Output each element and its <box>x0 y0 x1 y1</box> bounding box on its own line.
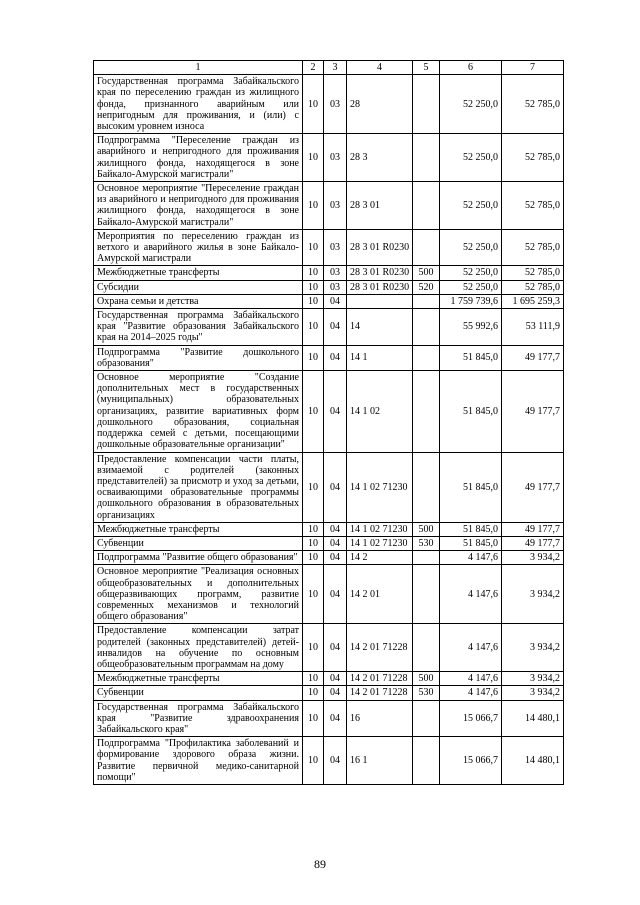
amount-col-7: 52 785,0 <box>502 182 564 230</box>
section-code: 10 <box>303 294 324 308</box>
expense-type-code: 520 <box>413 280 440 294</box>
amount-col-6: 51 845,0 <box>440 536 502 550</box>
subsection-code: 04 <box>324 536 347 550</box>
row-description: Основное мероприятие "Создание дополнительных мест в государственных (муниципальных) образовательных организациях, развитие вариативных форм дошкольного образования, социальная поддержка семей с детьми, посещающими дошкольные образовательные организации" <box>94 371 303 452</box>
target-article-code: 28 <box>347 75 413 134</box>
amount-col-6: 4 147,6 <box>440 672 502 686</box>
subsection-code: 03 <box>324 134 347 182</box>
row-description: Государственная программа Забайкальского края "Развитие здравоохранения Забайкальского края" <box>94 700 303 737</box>
row-description: Предоставление компенсации затрат родителей (законных представителей) детей-инвалидов на обучение по основным общеобразовательным программам на дому <box>94 624 303 672</box>
subsection-code: 03 <box>324 229 347 266</box>
amount-col-6: 52 250,0 <box>440 182 502 230</box>
row-description: Основное мероприятие "Реализация основных общеобразовательных и дополнительных общеразвивающих программ, развитие современных механизмов и технологий общего образования" <box>94 565 303 624</box>
amount-col-6: 15 066,7 <box>440 700 502 737</box>
amount-col-6: 4 147,6 <box>440 686 502 700</box>
amount-col-6: 4 147,6 <box>440 624 502 672</box>
row-description: Основное мероприятие "Переселение граждан из аварийного и непригодного для проживания жилищного фонда, находящегося в зоне Байкало-Амурской магистрали" <box>94 182 303 230</box>
amount-col-7: 49 177,7 <box>502 522 564 536</box>
column-header-3: 3 <box>324 61 347 75</box>
expense-type-code <box>413 371 440 452</box>
table-row <box>94 565 564 624</box>
section-code: 10 <box>303 280 324 294</box>
table-row <box>94 672 564 686</box>
expense-type-code: 500 <box>413 522 440 536</box>
section-code: 10 <box>303 371 324 452</box>
amount-col-7: 1 695 259,3 <box>502 294 564 308</box>
expense-type-code <box>413 624 440 672</box>
row-description: Субвенции <box>94 686 303 700</box>
amount-col-6: 51 845,0 <box>440 452 502 522</box>
subsection-code: 04 <box>324 452 347 522</box>
amount-col-6: 1 759 739,6 <box>440 294 502 308</box>
amount-col-7: 52 785,0 <box>502 75 564 134</box>
section-code: 10 <box>303 452 324 522</box>
table-row <box>94 266 564 280</box>
amount-col-7: 3 934,2 <box>502 551 564 565</box>
target-article-code: 14 <box>347 309 413 346</box>
expense-type-code: 500 <box>413 266 440 280</box>
row-description: Субсидии <box>94 280 303 294</box>
target-article-code: 16 1 <box>347 737 413 785</box>
amount-col-6: 4 147,6 <box>440 565 502 624</box>
amount-col-7: 14 480,1 <box>502 700 564 737</box>
expense-type-code <box>413 75 440 134</box>
expense-type-code <box>413 182 440 230</box>
expense-type-code <box>413 309 440 346</box>
table-row <box>94 75 564 134</box>
target-article-code: 14 2 01 71228 <box>347 686 413 700</box>
row-description: Межбюджетные трансферты <box>94 672 303 686</box>
table-header-row <box>94 61 564 75</box>
expense-type-code <box>413 700 440 737</box>
expense-type-code: 530 <box>413 686 440 700</box>
column-header-6: 6 <box>440 61 502 75</box>
row-description: Подпрограмма "Развитие дошкольного образования" <box>94 345 303 370</box>
table-row <box>94 522 564 536</box>
table-row <box>94 700 564 737</box>
table-row <box>94 536 564 550</box>
subsection-code: 04 <box>324 522 347 536</box>
amount-col-7: 49 177,7 <box>502 345 564 370</box>
row-description: Государственная программа Забайкальского края по переселению граждан из жилищного фонда, признанного аварийным или непригодным для проживания, и (или) с высоким уровнем износа <box>94 75 303 134</box>
target-article-code: 14 1 02 <box>347 371 413 452</box>
table-row <box>94 280 564 294</box>
subsection-code: 03 <box>324 75 347 134</box>
section-code: 10 <box>303 75 324 134</box>
target-article-code: 14 1 02 71230 <box>347 522 413 536</box>
amount-col-7: 52 785,0 <box>502 229 564 266</box>
target-article-code: 14 1 02 71230 <box>347 452 413 522</box>
section-code: 10 <box>303 134 324 182</box>
section-code: 10 <box>303 737 324 785</box>
table-row <box>94 624 564 672</box>
table-row <box>94 686 564 700</box>
target-article-code: 14 2 <box>347 551 413 565</box>
table-row <box>94 551 564 565</box>
target-article-code <box>347 294 413 308</box>
section-code: 10 <box>303 522 324 536</box>
subsection-code: 03 <box>324 182 347 230</box>
budget-table <box>93 60 564 785</box>
target-article-code: 14 2 01 71228 <box>347 624 413 672</box>
column-header-1: 1 <box>94 61 303 75</box>
column-header-2: 2 <box>303 61 324 75</box>
expense-type-code <box>413 134 440 182</box>
amount-col-6: 55 992,6 <box>440 309 502 346</box>
section-code: 10 <box>303 624 324 672</box>
section-code: 10 <box>303 672 324 686</box>
section-code: 10 <box>303 700 324 737</box>
table-row <box>94 182 564 230</box>
row-description: Подпрограмма "Развитие общего образования" <box>94 551 303 565</box>
row-description: Подпрограмма "Переселение граждан из аварийного и непригодного для проживания жилищного фонда, находящегося в зоне Байкало-Амурской магистрали" <box>94 134 303 182</box>
row-description: Мероприятия по переселению граждан из ветхого и аварийного жилья в зоне Байкало-Амурской магистрали <box>94 229 303 266</box>
table-row <box>94 737 564 785</box>
amount-col-7: 52 785,0 <box>502 280 564 294</box>
amount-col-6: 51 845,0 <box>440 522 502 536</box>
subsection-code: 04 <box>324 345 347 370</box>
target-article-code: 16 <box>347 700 413 737</box>
expense-type-code: 530 <box>413 536 440 550</box>
section-code: 10 <box>303 229 324 266</box>
subsection-code: 04 <box>324 672 347 686</box>
target-article-code: 28 3 <box>347 134 413 182</box>
target-article-code: 14 2 01 71228 <box>347 672 413 686</box>
expense-type-code: 500 <box>413 672 440 686</box>
expense-type-code <box>413 551 440 565</box>
row-description: Межбюджетные трансферты <box>94 522 303 536</box>
row-description: Предоставление компенсации части платы, взимаемой с родителей (законных представителей) за присмотр и уход за детьми, осваивающими образовательные программы дошкольного образования в образовательных организациях <box>94 452 303 522</box>
expense-type-code <box>413 565 440 624</box>
expense-type-code <box>413 452 440 522</box>
amount-col-6: 15 066,7 <box>440 737 502 785</box>
column-header-4: 4 <box>347 61 413 75</box>
subsection-code: 04 <box>324 371 347 452</box>
page-number: 89 <box>314 857 326 871</box>
target-article-code: 28 3 01 R0230 <box>347 266 413 280</box>
amount-col-7: 3 934,2 <box>502 686 564 700</box>
table-row <box>94 229 564 266</box>
amount-col-6: 52 250,0 <box>440 134 502 182</box>
target-article-code: 14 1 <box>347 345 413 370</box>
amount-col-7: 49 177,7 <box>502 371 564 452</box>
expense-type-code <box>413 229 440 266</box>
table-row <box>94 452 564 522</box>
target-article-code: 28 3 01 R0230 <box>347 280 413 294</box>
amount-col-7: 53 111,9 <box>502 309 564 346</box>
amount-col-6: 4 147,6 <box>440 551 502 565</box>
amount-col-7: 3 934,2 <box>502 624 564 672</box>
section-code: 10 <box>303 182 324 230</box>
amount-col-6: 51 845,0 <box>440 345 502 370</box>
table-row <box>94 345 564 370</box>
row-description: Субвенции <box>94 536 303 550</box>
amount-col-7: 49 177,7 <box>502 536 564 550</box>
section-code: 10 <box>303 565 324 624</box>
amount-col-6: 52 250,0 <box>440 229 502 266</box>
amount-col-7: 52 785,0 <box>502 266 564 280</box>
subsection-code: 04 <box>324 624 347 672</box>
amount-col-6: 51 845,0 <box>440 371 502 452</box>
amount-col-7: 14 480,1 <box>502 737 564 785</box>
amount-col-7: 52 785,0 <box>502 134 564 182</box>
section-code: 10 <box>303 536 324 550</box>
subsection-code: 03 <box>324 280 347 294</box>
subsection-code: 04 <box>324 700 347 737</box>
amount-col-6: 52 250,0 <box>440 280 502 294</box>
section-code: 10 <box>303 686 324 700</box>
row-description: Подпрограмма "Профилактика заболеваний и формирование здорового образа жизни. Развитие первичной медико-санитарной помощи" <box>94 737 303 785</box>
table-row <box>94 309 564 346</box>
row-description: Государственная программа Забайкальского края "Развитие образования Забайкальского края на 2014–2025 годы" <box>94 309 303 346</box>
section-code: 10 <box>303 345 324 370</box>
target-article-code: 28 3 01 R0230 <box>347 229 413 266</box>
amount-col-7: 49 177,7 <box>502 452 564 522</box>
subsection-code: 04 <box>324 686 347 700</box>
expense-type-code <box>413 737 440 785</box>
subsection-code: 04 <box>324 565 347 624</box>
table-row <box>94 294 564 308</box>
table-row <box>94 371 564 452</box>
target-article-code: 28 3 01 <box>347 182 413 230</box>
column-header-5: 5 <box>413 61 440 75</box>
amount-col-7: 3 934,2 <box>502 565 564 624</box>
section-code: 10 <box>303 309 324 346</box>
target-article-code: 14 2 01 <box>347 565 413 624</box>
subsection-code: 04 <box>324 737 347 785</box>
section-code: 10 <box>303 266 324 280</box>
column-header-7: 7 <box>502 61 564 75</box>
row-description: Охрана семьи и детства <box>94 294 303 308</box>
section-code: 10 <box>303 551 324 565</box>
target-article-code: 14 1 02 71230 <box>347 536 413 550</box>
amount-col-6: 52 250,0 <box>440 75 502 134</box>
expense-type-code <box>413 294 440 308</box>
amount-col-6: 52 250,0 <box>440 266 502 280</box>
table-row <box>94 134 564 182</box>
subsection-code: 04 <box>324 294 347 308</box>
subsection-code: 04 <box>324 551 347 565</box>
subsection-code: 03 <box>324 266 347 280</box>
row-description: Межбюджетные трансферты <box>94 266 303 280</box>
amount-col-7: 3 934,2 <box>502 672 564 686</box>
expense-type-code <box>413 345 440 370</box>
subsection-code: 04 <box>324 309 347 346</box>
